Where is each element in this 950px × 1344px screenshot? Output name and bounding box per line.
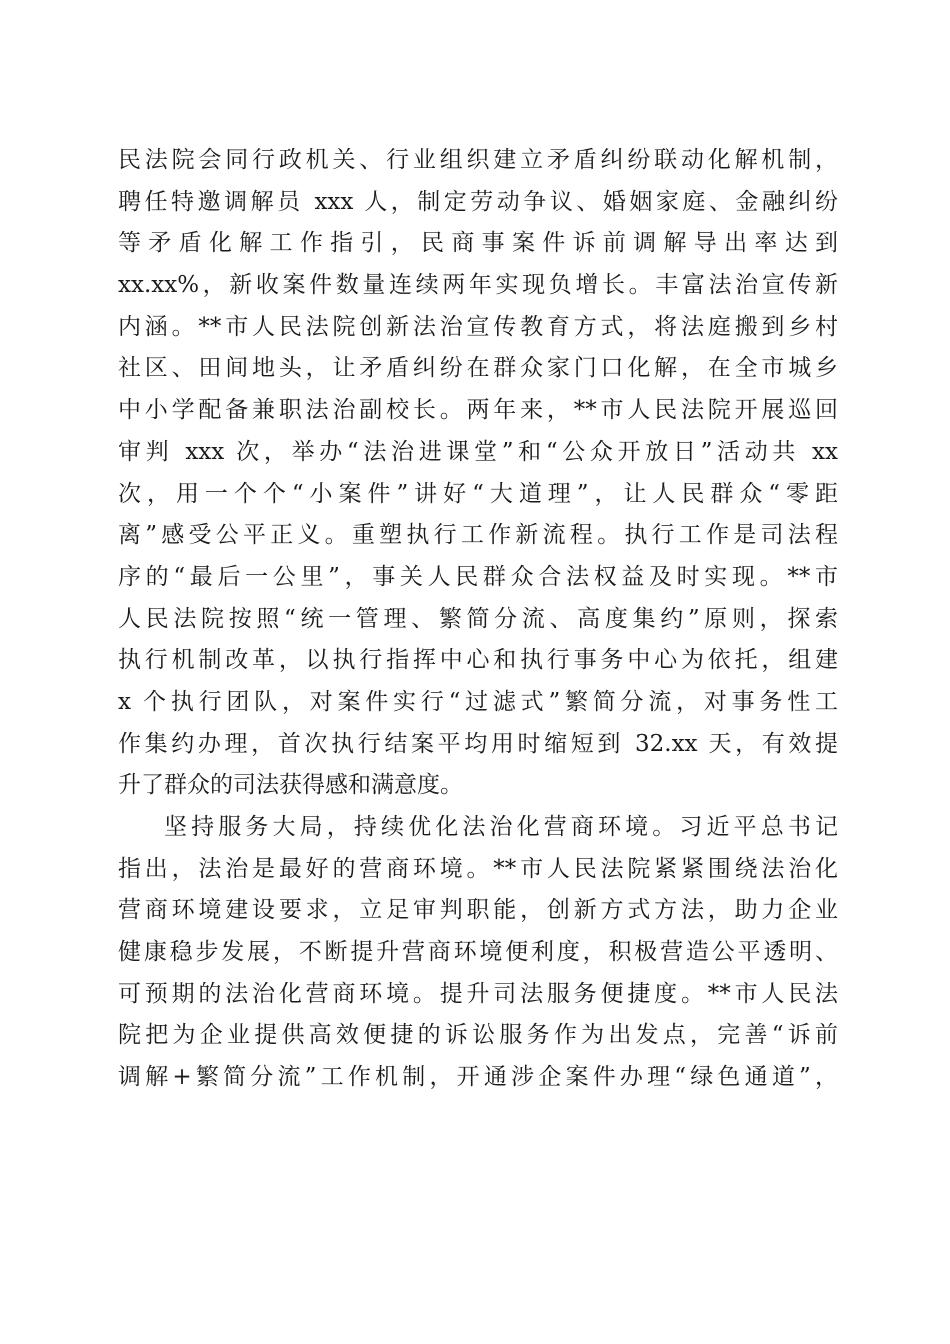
paragraph-line: 营商环境建设要求，立足审判职能，创新方式方法，助力企业 bbox=[118, 897, 838, 924]
paragraph-line: 内涵。**市人民法院创新法治宣传教育方式，将法庭搬到乡村 bbox=[118, 313, 838, 340]
paragraph-line: xx.xx%，新收案件数量连续两年实现负增长。丰富法治宣传新 bbox=[118, 272, 838, 299]
paragraph-line: 升了群众的司法获得感和满意度。 bbox=[118, 772, 463, 799]
paragraph-line: 人民法院按照“统一管理、繁简分流、高度集约”原则，探索 bbox=[118, 605, 838, 632]
paragraph-line: 中小学配备兼职法治副校长。两年来，**市人民法院开展巡回 bbox=[118, 397, 838, 424]
paragraph-line: 民法院会同行政机关、行业组织建立矛盾纠纷联动化解机制， bbox=[118, 147, 838, 173]
paragraph-line: 序的“最后一公里”，事关人民群众合法权益及时实现。**市 bbox=[118, 563, 838, 590]
paragraph-first-line: 坚持服务大局，持续优化法治化营商环境。习近平总书记 bbox=[164, 814, 838, 840]
paragraph-line: 作集约办理，首次执行结案平均用时缩短到 32.xx 天，有效提 bbox=[118, 730, 838, 757]
paragraph-line: 等矛盾化解工作指引，民商事案件诉前调解导出率达到 bbox=[118, 230, 838, 257]
paragraph-line: 健康稳步发展，不断提升营商环境便利度，积极营造公平透明、 bbox=[118, 939, 838, 966]
paragraph-line: 指出，法治是最好的营商环境。**市人民法院紧紧围绕法治化 bbox=[118, 855, 838, 882]
paragraph-line: 院把为企业提供高效便捷的诉讼服务作为出发点，完善“诉前 bbox=[118, 1022, 838, 1049]
paragraph-line: 执行机制改革，以执行指挥中心和执行事务中心为依托，组建 bbox=[118, 647, 838, 674]
paragraph-line: 聘任特邀调解员 xxx 人，制定劳动争议、婚姻家庭、金融纠纷 bbox=[118, 188, 838, 215]
paragraph-line: 调解+繁简分流”工作机制，开通涉企案件办理“绿色通道”， bbox=[118, 1064, 838, 1091]
paragraph-line: 离”感受公平正义。重塑执行工作新流程。执行工作是司法程 bbox=[118, 522, 838, 549]
paragraph-line: 次，用一个个“小案件”讲好“大道理”，让人民群众“零距 bbox=[118, 480, 838, 507]
paragraph-line: 审判 xxx 次，举办“法治进课堂”和“公众开放日”活动共 xx bbox=[118, 438, 838, 465]
paragraph-1 bbox=[118, 140, 838, 807]
paragraph-line: x 个执行团队，对案件实行“过滤式”繁简分流，对事务性工 bbox=[118, 688, 838, 715]
paragraph-2 bbox=[118, 807, 838, 1099]
paragraph-line: 可预期的法治化营商环境。提升司法服务便捷度。**市人民法 bbox=[118, 980, 838, 1007]
body-text bbox=[118, 140, 838, 1099]
paragraph-line: 社区、田间地头，让矛盾纠纷在群众家门口化解，在全市城乡 bbox=[118, 355, 838, 382]
